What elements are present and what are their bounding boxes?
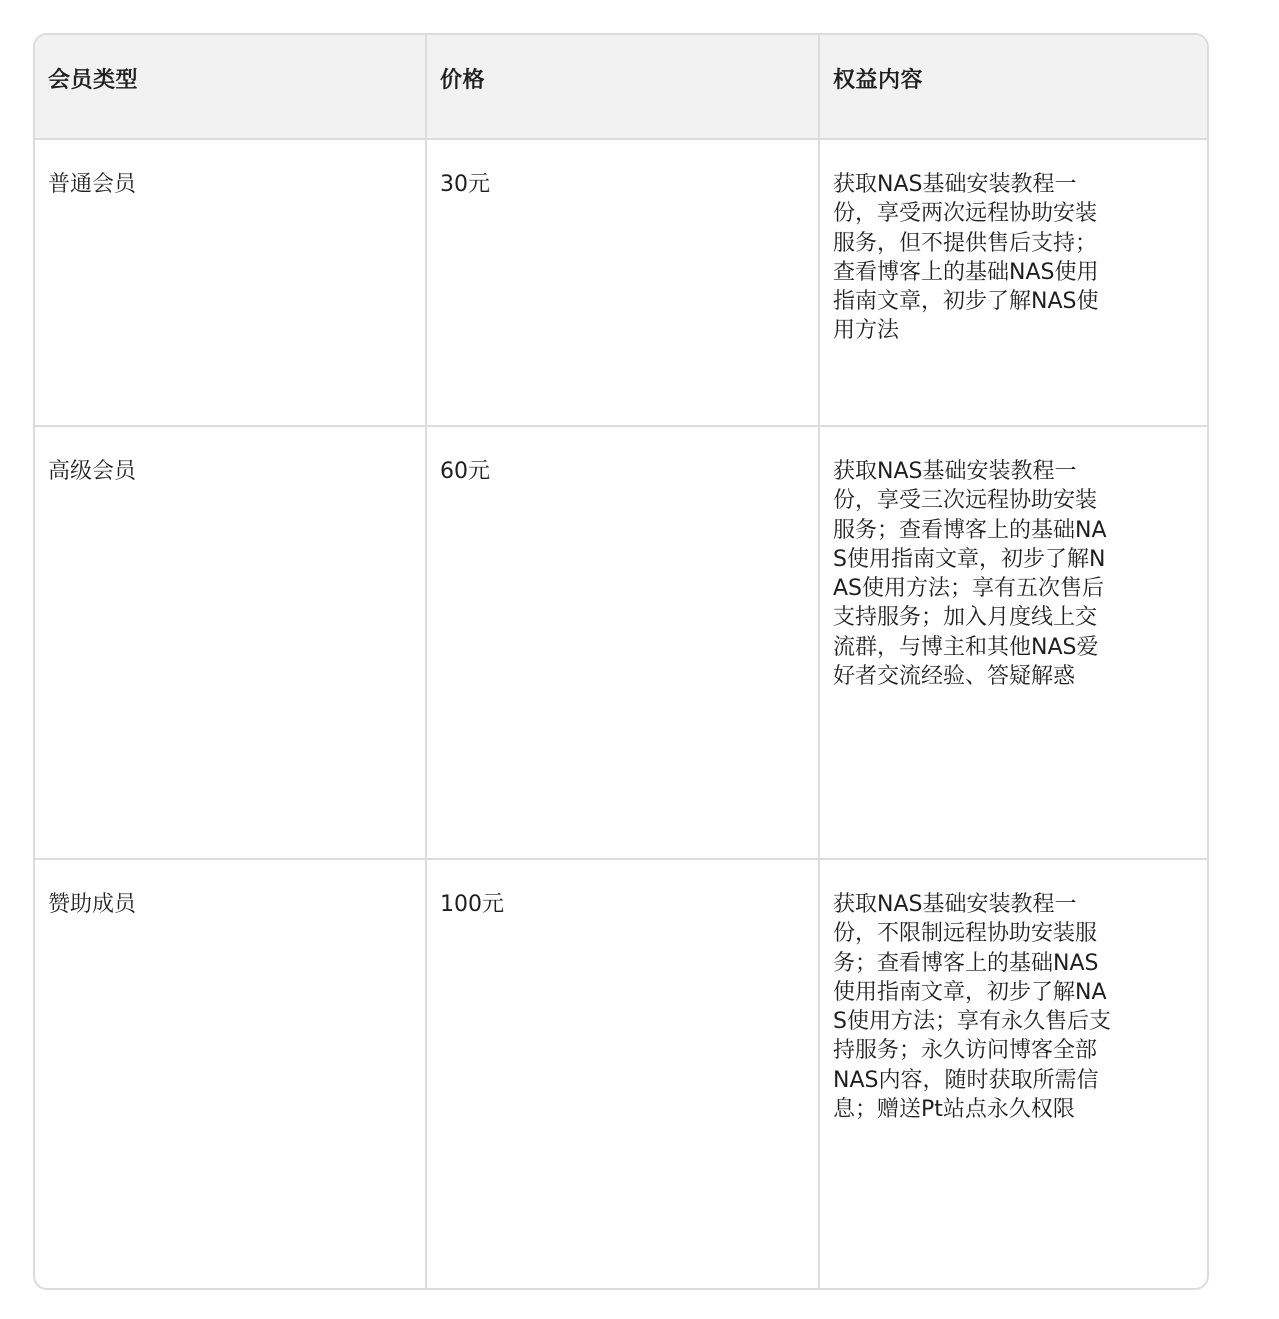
- cell-price: 100元: [426, 859, 819, 1290]
- cell-benefits: 获取NAS基础安装教程一份，享受两次远程协助安装服务，但不提供售后支持；查看博客上的基础NAS使用指南文章，初步了解NAS使用方法: [819, 139, 1209, 426]
- cell-price: 30元: [426, 139, 819, 426]
- header-price: 价格: [426, 35, 819, 139]
- membership-table: [33, 33, 1209, 1290]
- cell-benefits: 获取NAS基础安装教程一份，不限制远程协助安装服务；查看博客上的基础NAS使用指南文章，初步了解NAS使用方法；享有永久售后支持服务；永久访问博客全部NAS内容，随时获取所需信息；赠送Pt站点永久权限: [833, 892, 1111, 1123]
- cell-benefits: 获取NAS基础安装教程一份，享受三次远程协助安装服务；查看博客上的基础NAS使用指南文章，初步了解NAS使用方法；享有五次售后支持服务；加入月度线上交流群，与博主和其他NAS爱好者交流经验、答疑解惑: [819, 426, 1209, 859]
- cell-price: 60元: [426, 426, 819, 859]
- table-header: [35, 35, 1209, 139]
- header-benefits: 权益内容: [819, 35, 1209, 139]
- membership-table-grid: [35, 35, 1209, 1290]
- table-body: [35, 139, 1209, 1290]
- header-member-type: 会员类型: [35, 35, 426, 139]
- table-row: [35, 426, 1209, 859]
- cell-member-type: 高级会员: [35, 426, 426, 859]
- header-row: [35, 35, 1209, 139]
- table-row: [35, 859, 1209, 1290]
- cell-member-type: 赞助成员: [35, 859, 426, 1290]
- table-row: [35, 139, 1209, 426]
- cell-member-type: 普通会员: [35, 139, 426, 426]
